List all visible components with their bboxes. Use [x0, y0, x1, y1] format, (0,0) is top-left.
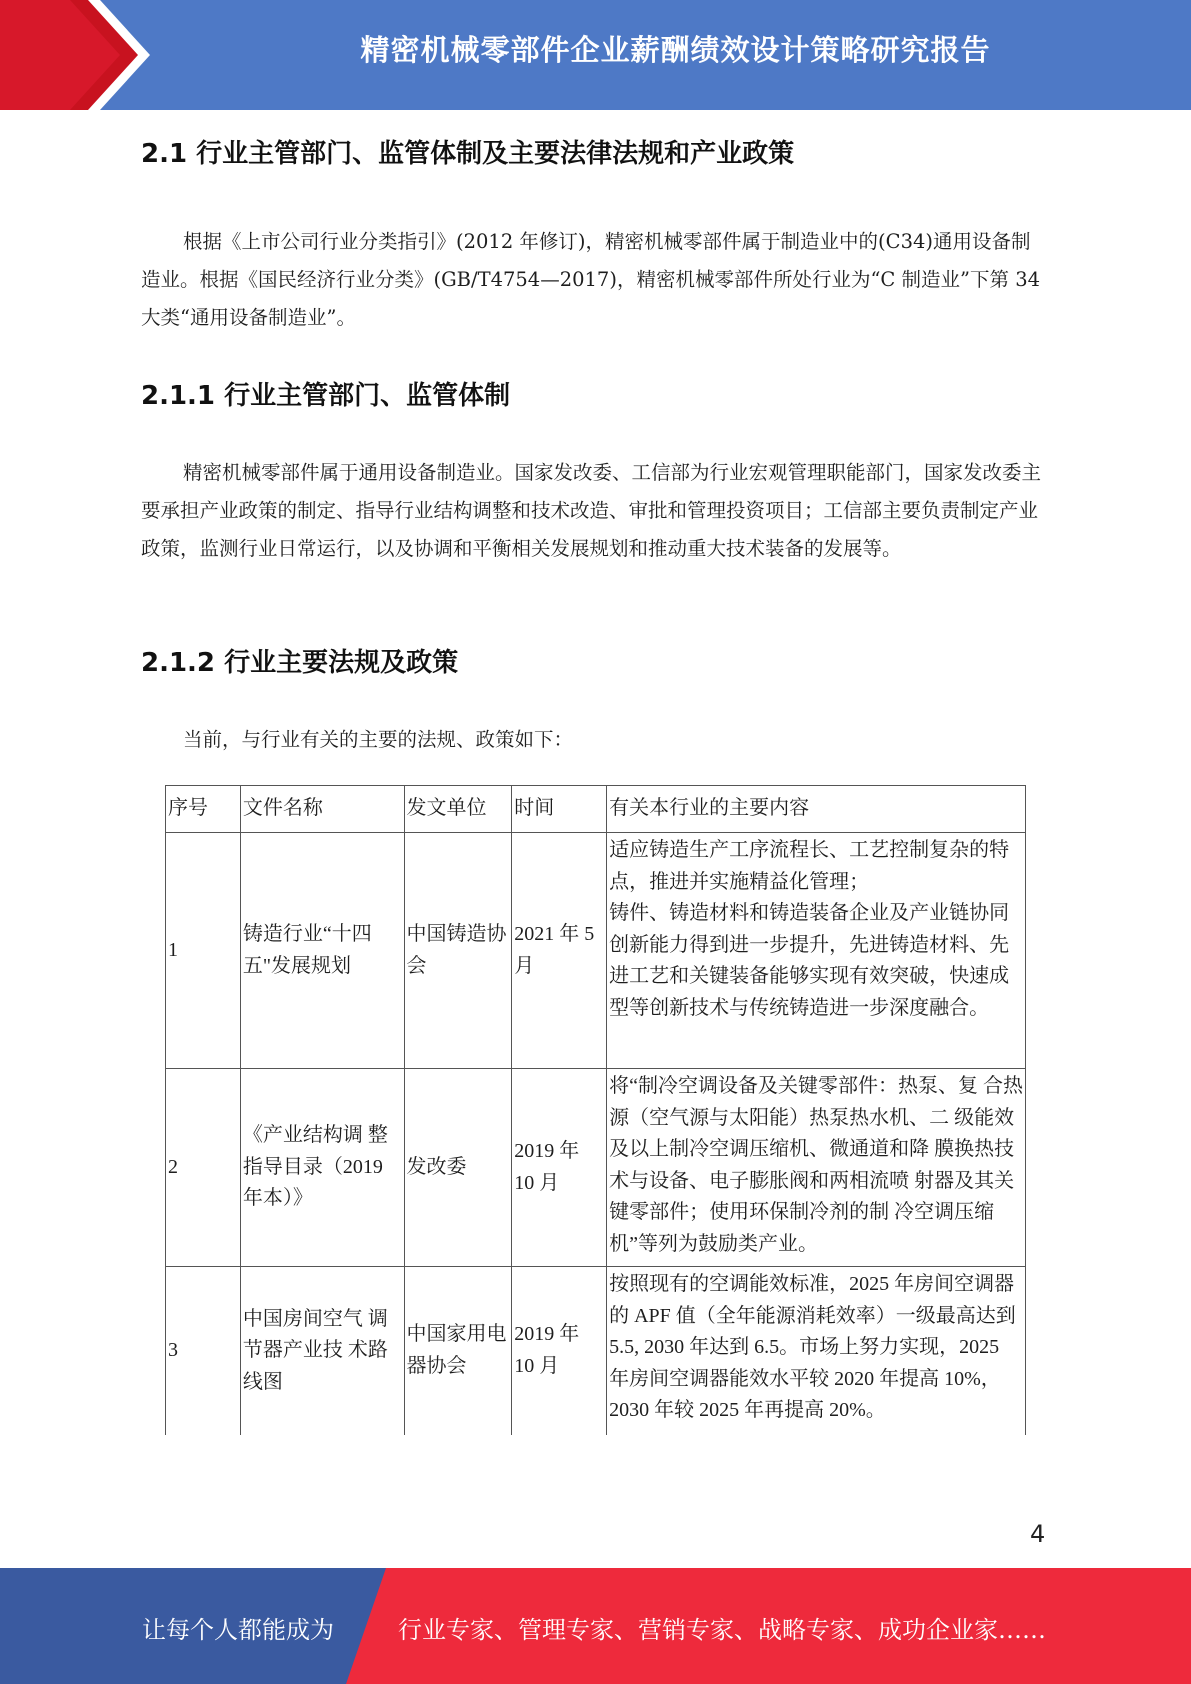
header-chevron-graphic — [0, 0, 160, 110]
section-heading-2-1: 2.1 行业主管部门、监管体制及主要法律法规和产业政策 — [141, 139, 795, 169]
section-2-1-paragraph: 根据《上市公司行业分类指引》(2012 年修订)，精密机械零部件属于制造业中的(C34)通用设备制造业。根据《国民经济行业分类》(GB/T4754—2017)，精密机械零部件所处行业为“C 制造业”下第 34 大类“通用设备制造业”。 — [141, 230, 1041, 329]
table-cell: 3 — [166, 1267, 241, 1435]
column-header: 序号 — [166, 786, 241, 833]
table-cell: 将“制冷空调设备及关键零部件：热泵、复 合热源（空气源与太阳能）热泵热水机、二 级能效及以上制冷空调压缩机、微通道和降 膜换热技术与设备、电子膨胀阀和两相流喷 射器及其关键零部件；使用环保制冷剂的制 冷空调压缩机”等列为鼓励类产业。 — [607, 1069, 1026, 1267]
table-row — [166, 833, 1026, 1069]
table-cell: 1 — [166, 833, 241, 1069]
page-number: 4 — [1030, 1520, 1046, 1548]
column-header: 时间 — [512, 786, 607, 833]
section-heading-2-1-2: 2.1.2 行业主要法规及政策 — [141, 648, 459, 678]
table-header-row — [166, 786, 1026, 833]
section-2-1-1-paragraph: 精密机械零部件属于通用设备制造业。国家发改委、工信部为行业宏观管理职能部门，国家发改委主要承担产业政策的制定、指导行业结构调整和技术改造、审批和管理投资项目；工信部主要负责制定产业政策，监测行业日常运行，以及协调和平衡相关发展规划和推动重大技术装备的发展等。 — [141, 461, 1042, 560]
table-cell: 2019 年 10 月 — [512, 1069, 607, 1267]
footer-slogan-right: 行业专家、管理专家、营销专家、战略专家、成功企业家…… — [398, 1616, 1046, 1644]
table-cell: 适应铸造生产工序流程长、工艺控制复杂的特点，推进并实施精益化管理； 铸件、铸造材料和铸造装备企业及产业链协同创新能力得到进一步提升，先进铸造材料、先进工艺和关键装备能够实现有效突破，快速成型等创新技术与传统铸造进一步深度融合。 — [607, 833, 1026, 1069]
policy-table — [165, 785, 1026, 1435]
table-cell: 中国家用电器协会 — [404, 1267, 512, 1435]
table-row — [166, 1069, 1026, 1267]
table-cell: 2021 年 5 月 — [512, 833, 607, 1069]
table-cell: 按照现有的空调能效标准，2025 年房间空调器的 APF 值（全年能源消耗效率）一级最高达到 5.5, 2030 年达到 6.5。市场上努力实现，2025 年房间空调器能效水平较 2020 年提高 10%，2030 年较 2025 年再提高 20%。 — [607, 1267, 1026, 1435]
table-row — [166, 1267, 1026, 1435]
table-cell: 2019 年 10 月 — [512, 1267, 607, 1435]
footer-slogan-left: 让每个人都能成为 — [142, 1616, 334, 1644]
table-cell: 中国房间空气 调节器产业技 术路线图 — [240, 1267, 404, 1435]
column-header: 文件名称 — [240, 786, 404, 833]
section-2-1-2-intro: 当前，与行业有关的主要的法规、政策如下： — [183, 728, 574, 751]
table-cell: 发改委 — [404, 1069, 512, 1267]
report-title: 精密机械零部件企业薪酬绩效设计策略研究报告 — [360, 33, 991, 67]
column-header: 发文单位 — [404, 786, 512, 833]
table-cell: 2 — [166, 1069, 241, 1267]
table-cell: 《产业结构调 整指导目录（2019 年本）》 — [240, 1069, 404, 1267]
column-header: 有关本行业的主要内容 — [607, 786, 1026, 833]
table-cell: 铸造行业“十四五"发展规划 — [240, 833, 404, 1069]
table-cell: 中国铸造协会 — [404, 833, 512, 1069]
section-heading-2-1-1: 2.1.1 行业主管部门、监管体制 — [141, 381, 511, 411]
